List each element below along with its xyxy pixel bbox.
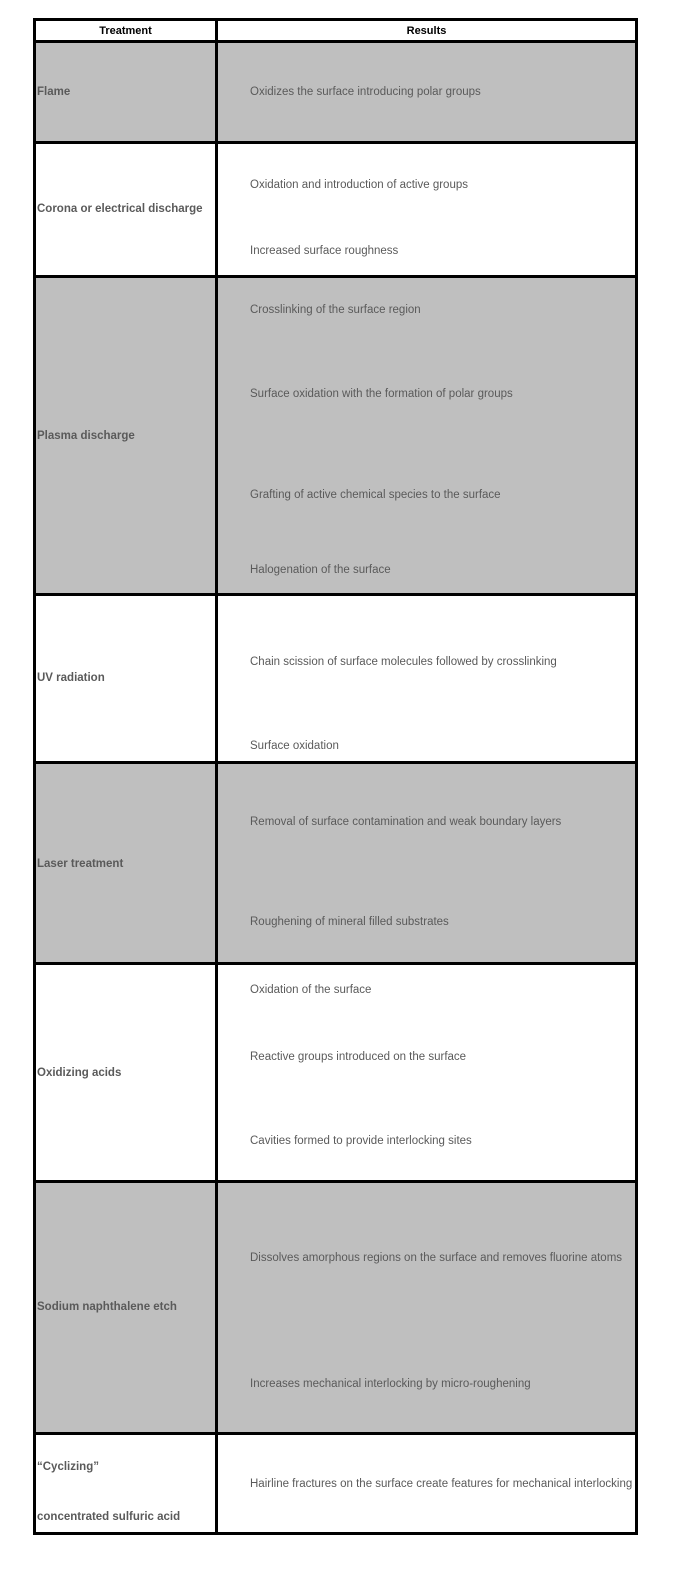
row-divider: [33, 962, 638, 965]
result-item: Surface oxidation with the formation of polar groups: [250, 388, 513, 400]
result-item: Increased surface roughness: [250, 245, 399, 257]
result-item: Crosslinking of the surface region: [250, 304, 421, 316]
result-item: Removal of surface contamination and weak boundary layers: [250, 816, 562, 828]
column-header-results: Results: [406, 25, 447, 37]
result-item: Reactive groups introduced on the surface: [250, 1051, 467, 1063]
result-item: Dissolves amorphous regions on the surface and removes fluorine atoms: [250, 1252, 623, 1264]
result-item: Cavities formed to provide interlocking sites: [250, 1135, 472, 1147]
result-item: Hairline fractures on the surface create features for mechanical interlocking: [250, 1478, 633, 1490]
treatment-cell: Sodium naphthalene etch: [37, 1301, 177, 1313]
row-divider: [33, 761, 638, 764]
treatment-cell: Oxidizing acids: [37, 1067, 122, 1079]
result-item: Oxidation and introduction of active groups: [250, 179, 468, 191]
column-divider: [215, 18, 218, 1535]
treatment-cell: Flame: [37, 86, 71, 98]
treatment-cell: Corona or electrical discharge: [37, 203, 203, 215]
treatment-cell: Laser treatment: [37, 858, 124, 870]
column-header-treatment: Treatment: [99, 25, 152, 37]
result-item: Grafting of active chemical species to the surface: [250, 489, 501, 501]
row-divider: [33, 141, 638, 144]
row-background-laser-treatment: [36, 764, 635, 962]
result-item: Increases mechanical interlocking by micro-roughening: [250, 1378, 531, 1390]
result-item: Oxidation of the surface: [250, 984, 372, 996]
treatment-cell: UV radiation: [37, 672, 105, 684]
result-item: Surface oxidation: [250, 740, 339, 752]
treatment-cell-line: concentrated sulfuric acid: [37, 1511, 181, 1523]
row-divider: [33, 593, 638, 596]
result-item: Roughening of mineral filled substrates: [250, 916, 449, 928]
row-divider: [33, 1432, 638, 1435]
result-item: Chain scission of surface molecules followed by crosslinking: [250, 656, 557, 668]
result-item: Halogenation of the surface: [250, 564, 391, 576]
treatment-cell-line: “Cyclizing”: [37, 1461, 99, 1473]
row-divider: [33, 275, 638, 278]
result-item: Oxidizes the surface introducing polar groups: [250, 86, 481, 98]
treatment-cell: Plasma discharge: [37, 430, 135, 442]
row-divider: [33, 1180, 638, 1183]
